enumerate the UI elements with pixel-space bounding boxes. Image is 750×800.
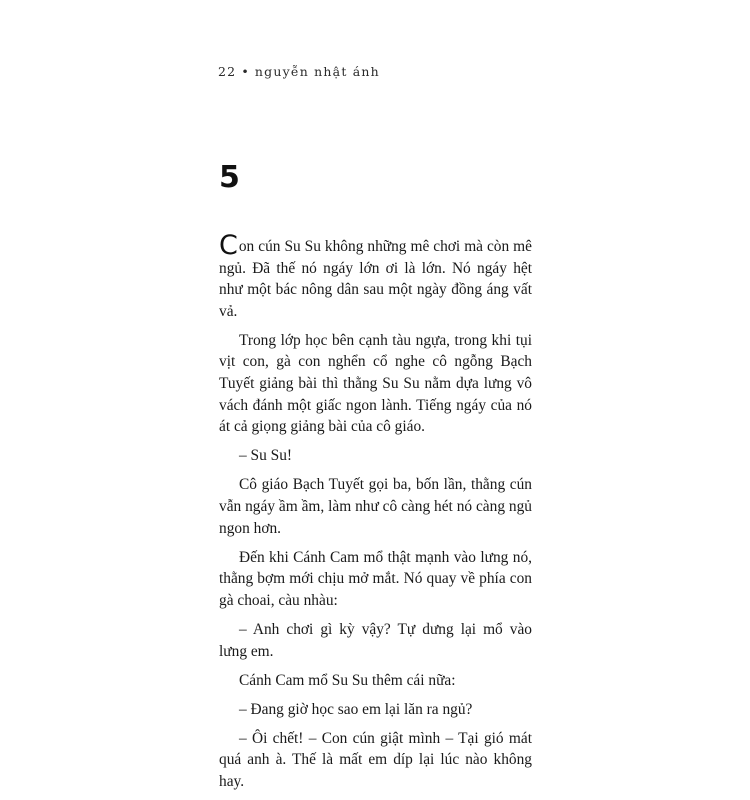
paragraph: Đến khi Cánh Cam mổ thật mạnh vào lưng nó, thằng bợm mới chịu mở mắt. Nó quay về phía con gà choai, càu nhàu: [219, 548, 532, 609]
dialogue-line: – Anh chơi gì kỳ vậy? Tự dưng lại mổ vào lưng em. [219, 621, 532, 660]
author-name: nguyễn nhật ánh [254, 64, 380, 79]
paragraph: Cánh Cam mổ Su Su thêm cái nữa: [239, 671, 456, 689]
paragraph-text: on cún Su Su không những mê chơi mà còn mê ngủ. Đã thế nó ngáy lớn ơi là lớn. Nó ngáy hệt như một bác nông dân sau một ngày đồng áng vất vả. [219, 238, 532, 320]
header-separator: • [241, 64, 250, 79]
drop-cap: C [219, 230, 238, 261]
dialogue-line: – Su Su! [239, 447, 293, 465]
dialogue-line: – Đang giờ học sao em lại lăn ra ngủ? [239, 700, 473, 718]
paragraph: Cô giáo Bạch Tuyết gọi ba, bốn lần, thằng cún vẫn ngáy ầm ầm, làm như cô càng hét nó càng ngủ ngon hơn. [219, 476, 532, 537]
running-head [218, 64, 380, 79]
page-number: 22 [218, 64, 237, 79]
paragraph: Trong lớp học bên cạnh tàu ngựa, trong khi tụi vịt con, gà con nghển cổ nghe cô ngỗng Bạch Tuyết giảng bài thì thằng Su Su nằm dựa lưng vô vách đánh một giấc ngon lành. Tiếng ngáy của nó át cả giọng giảng bài của cô giáo. [219, 331, 532, 436]
chapter-body [219, 230, 532, 800]
paragraph [219, 230, 532, 322]
chapter-number: 5 [219, 160, 240, 195]
dialogue-line: – Ôi chết! – Con cún giật mình – Tại gió mát quá anh à. Thế là mất em díp lại lúc nào không hay. [219, 729, 532, 791]
